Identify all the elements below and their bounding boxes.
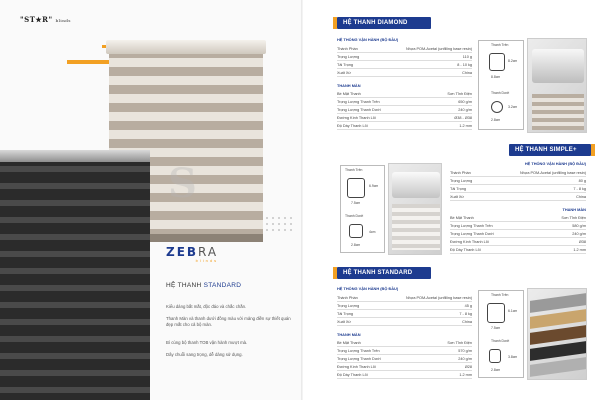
diamond-group1-title: HỆ THỐNG VẬN HÀNH (BỘ ĐẦU): [337, 37, 399, 42]
blind-stripe: [0, 302, 150, 308]
blind-stripe: [0, 166, 150, 172]
simple-group2-title: THANH MÀN: [562, 207, 586, 212]
blind-stripe: [109, 130, 263, 139]
blind-stripe: [109, 76, 263, 85]
spec-row: Tải Trọng 8 - 10 kg: [337, 63, 472, 67]
description-paragraph-1: Kiểu dáng bắt mắt, độc đáo và chắc chắn.: [166, 304, 247, 309]
spec-row: Độ Dày Thanh Lõi 1.2 mm: [337, 124, 472, 128]
blind-stripe: [109, 58, 263, 67]
spec-row: Trọng Lượng Thanh Trên 580 g/m: [450, 224, 586, 228]
black-zebra-blind-image: [0, 150, 150, 400]
diamond-product-photo: [527, 38, 587, 133]
standard-group2-title: THANH MÀN: [337, 332, 361, 337]
spec-row: Trọng Lượng 80 g: [450, 179, 586, 183]
spec-row: Thành Phần Nhựa POM-Acetal (unfilling base resin): [450, 171, 586, 175]
blind-stripe: [0, 217, 150, 223]
blind-stripe: [0, 370, 150, 376]
spec-row: Trọng Lượng Thanh Dưới 240 g/m: [450, 232, 586, 236]
simple-section-badge: HỆ THANH SIMPLE+: [509, 144, 591, 156]
diamond-group2-title: THANH MÀN: [337, 83, 361, 88]
blind-stripe: [0, 319, 150, 325]
spec-row: Đường Kính Thanh Lõi Ø38: [450, 240, 586, 244]
spec-row: Tải Trọng 7 - 8 kg: [450, 187, 586, 191]
standard-section-badge: HỆ THANH STANDARD: [337, 267, 431, 279]
simple-product-photo: [388, 163, 442, 255]
dot-grid-decoration: [264, 215, 294, 233]
spec-row: Thành Phần Nhựa POM-Acetal (unfilling base resin): [337, 296, 472, 300]
spec-row: Xuất Xứ China: [337, 71, 472, 75]
spec-row: Trọng Lượng Thanh Dưới 240 g/m: [337, 108, 472, 112]
spec-row: Bề Mặt Thanh Sơn Tĩnh Điện: [450, 216, 586, 220]
blind-stripe: [0, 285, 150, 291]
simple-group1-title: HỆ THỐNG VẬN HÀNH (BỘ ĐẦU): [524, 161, 586, 166]
description-paragraph-3: Bì cùng bộ thanh TOB vận hành mượt mà.: [166, 340, 248, 345]
blind-stripe: [109, 112, 263, 121]
blind-stripe: [0, 234, 150, 240]
spec-row: Đường Kính Thanh Lõi Ø38 - Ø38: [337, 116, 472, 120]
spec-row: Trọng Lượng Thanh Trên 650 g/m: [337, 100, 472, 104]
left-heading: HỆ THANH STANDARD: [166, 282, 242, 289]
blind-stripe: [0, 251, 150, 257]
spec-row: Trọng Lượng Thanh Dưới 240 g/m: [337, 357, 472, 361]
spec-row: Đường Kính Thanh Lõi Ø28: [337, 365, 472, 369]
blind-stripe: [0, 353, 150, 359]
diamond-section-badge: HỆ THANH DIAMOND: [337, 17, 431, 29]
blind-stripe: [0, 268, 150, 274]
spec-row: Bề Mặt Thanh Sơn Tĩnh Điện: [337, 341, 472, 345]
diamond-profile-diagram: Thanh Trên 8.2cm 8.8cm Thanh Dưới 3.2cm 2.8cm: [478, 40, 524, 130]
spec-row: Xuất Xứ China: [450, 195, 586, 199]
standard-product-photo: [527, 288, 587, 380]
spec-row: Độ Dày Thanh Lõi 1.2 mm: [337, 373, 472, 377]
spec-row: Thành Phần Nhựa POM-Acetal (unfilling base resin): [337, 47, 472, 51]
diamond-spec-table: [337, 37, 472, 130]
watermark-logo: S: [168, 160, 197, 207]
blind-stripe: [0, 200, 150, 206]
spec-row: Trọng Lượng 45 g: [337, 304, 472, 308]
brand-logo: "ST★R" blinds: [20, 15, 71, 24]
standard-spec-table: [337, 286, 472, 379]
spec-row: Trọng Lượng Thanh Trên 570 g/m: [337, 349, 472, 353]
spec-row: Độ Dày Thanh Lõi 1.2 mm: [450, 248, 586, 252]
standard-group1-title: HỆ THỐNG VẬN HÀNH (BỘ ĐẦU): [337, 286, 399, 291]
simple-profile-diagram: Thanh Trên 6.9cm 7.5cm Thanh Dưới 4cm 2.8cm: [340, 165, 385, 253]
simple-spec-table: [450, 161, 586, 254]
spec-row: Xuất Xứ China: [337, 320, 472, 324]
blind-stripe: [0, 336, 150, 342]
spec-row: Trọng Lượng 110 g: [337, 55, 472, 59]
zebra-blinds-logo: ZEBRA blinds: [166, 245, 219, 263]
description-paragraph-2: Thanh Màn và thanh dưới đồng màu với mảng điền sự thiết quán đẹp mắt cho cả bộ màn.: [166, 316, 291, 327]
blind-stripe: [109, 94, 263, 103]
standard-profile-diagram: Thanh Trên 6.1cm 7.5cm Thanh Dưới 3.8cm 2.8cm: [478, 290, 524, 378]
blind-stripe: [0, 387, 150, 393]
spec-row: Bề Mặt Thanh Sơn Tĩnh Điện: [337, 92, 472, 96]
blind-stripe: [0, 183, 150, 189]
description-paragraph-4: Dây chuỗi sang trọng, dễ dàng sử dụng.: [166, 352, 243, 357]
spec-row: Tải Trọng 7 - 8 kg: [337, 312, 472, 316]
